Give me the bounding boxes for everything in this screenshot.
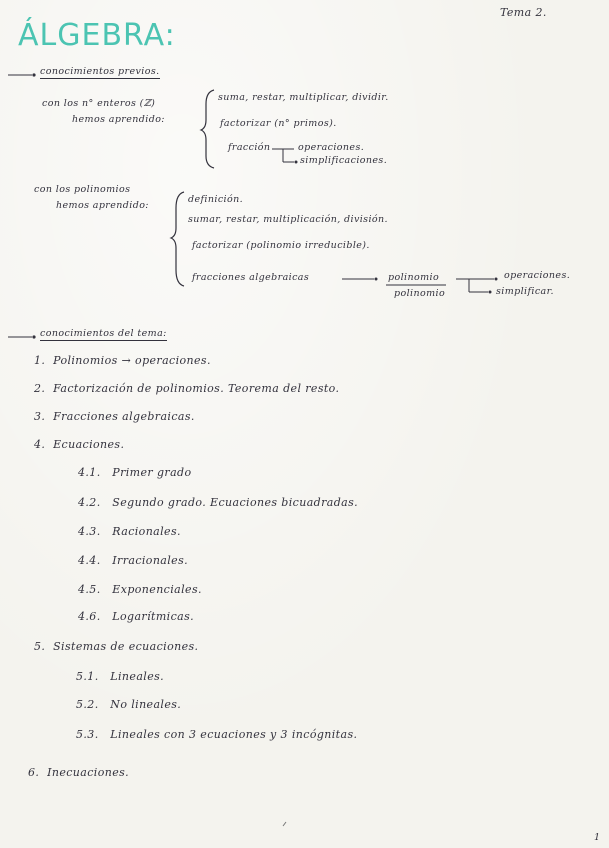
list-item: 3. Fracciones algebraicas.	[34, 410, 195, 423]
fraction-denominator: polinomio	[394, 288, 446, 299]
tema-label: Tema 2.	[500, 6, 547, 19]
list-item: 5.3. Lineales con 3 ecuaciones y 3 incógnitas.	[76, 728, 358, 741]
list-item: 4.2. Segundo grado. Ecuaciones bicuadradas.	[78, 496, 359, 509]
enteros-intro-1: con los n° enteros (ℤ)	[42, 98, 156, 109]
polinomios-item: factorizar (polinomio irreducible).	[192, 240, 370, 251]
list-item: 5. Sistemas de ecuaciones.	[34, 640, 199, 653]
polinomios-intro-2: hemos aprendido:	[56, 200, 149, 211]
tema-heading: conocimientos del tema:	[40, 328, 167, 339]
fraction-branch: operaciones.	[504, 270, 571, 281]
enteros-item: factorizar (n° primos).	[220, 118, 337, 129]
list-item: 4.4. Irracionales.	[78, 554, 189, 567]
list-item: 1. Polinomios → operaciones.	[34, 354, 211, 367]
enteros-item: suma, restar, multiplicar, dividir.	[218, 92, 389, 103]
polinomios-intro-1: con los polinomios	[34, 184, 131, 195]
fraction-numerator: polinomio	[388, 272, 440, 283]
polinomios-item: sumar, restar, multiplicación, división.	[188, 214, 388, 225]
list-item: 4. Ecuaciones.	[34, 438, 125, 451]
enteros-intro-2: hemos aprendido:	[72, 114, 165, 125]
list-item: 4.6. Logarítmicas.	[78, 610, 195, 623]
fraction-branch: simplificar.	[496, 286, 554, 297]
page-title: ÁLGEBRA:	[18, 18, 176, 53]
fraccion-branch: simplificaciones.	[300, 155, 388, 166]
list-item: 4.5. Exponenciales.	[78, 583, 202, 596]
polinomios-item: fracciones algebraicas	[192, 272, 310, 283]
list-item: 2. Factorización de polinomios. Teorema del resto.	[34, 382, 340, 395]
list-item: 5.2. No lineales.	[76, 698, 182, 711]
fraccion-branch: operaciones.	[298, 142, 365, 153]
enteros-item: fracción	[228, 142, 271, 153]
list-item: 5.1. Lineales.	[76, 670, 165, 683]
previos-heading: conocimientos previos.	[40, 66, 160, 77]
list-item: 6. Inecuaciones.	[28, 766, 130, 779]
page-number: 1	[594, 832, 601, 843]
list-item: 4.3. Racionales.	[78, 525, 181, 538]
polinomios-item: definición.	[188, 194, 244, 205]
list-item: 4.1. Primer grado	[78, 466, 192, 479]
